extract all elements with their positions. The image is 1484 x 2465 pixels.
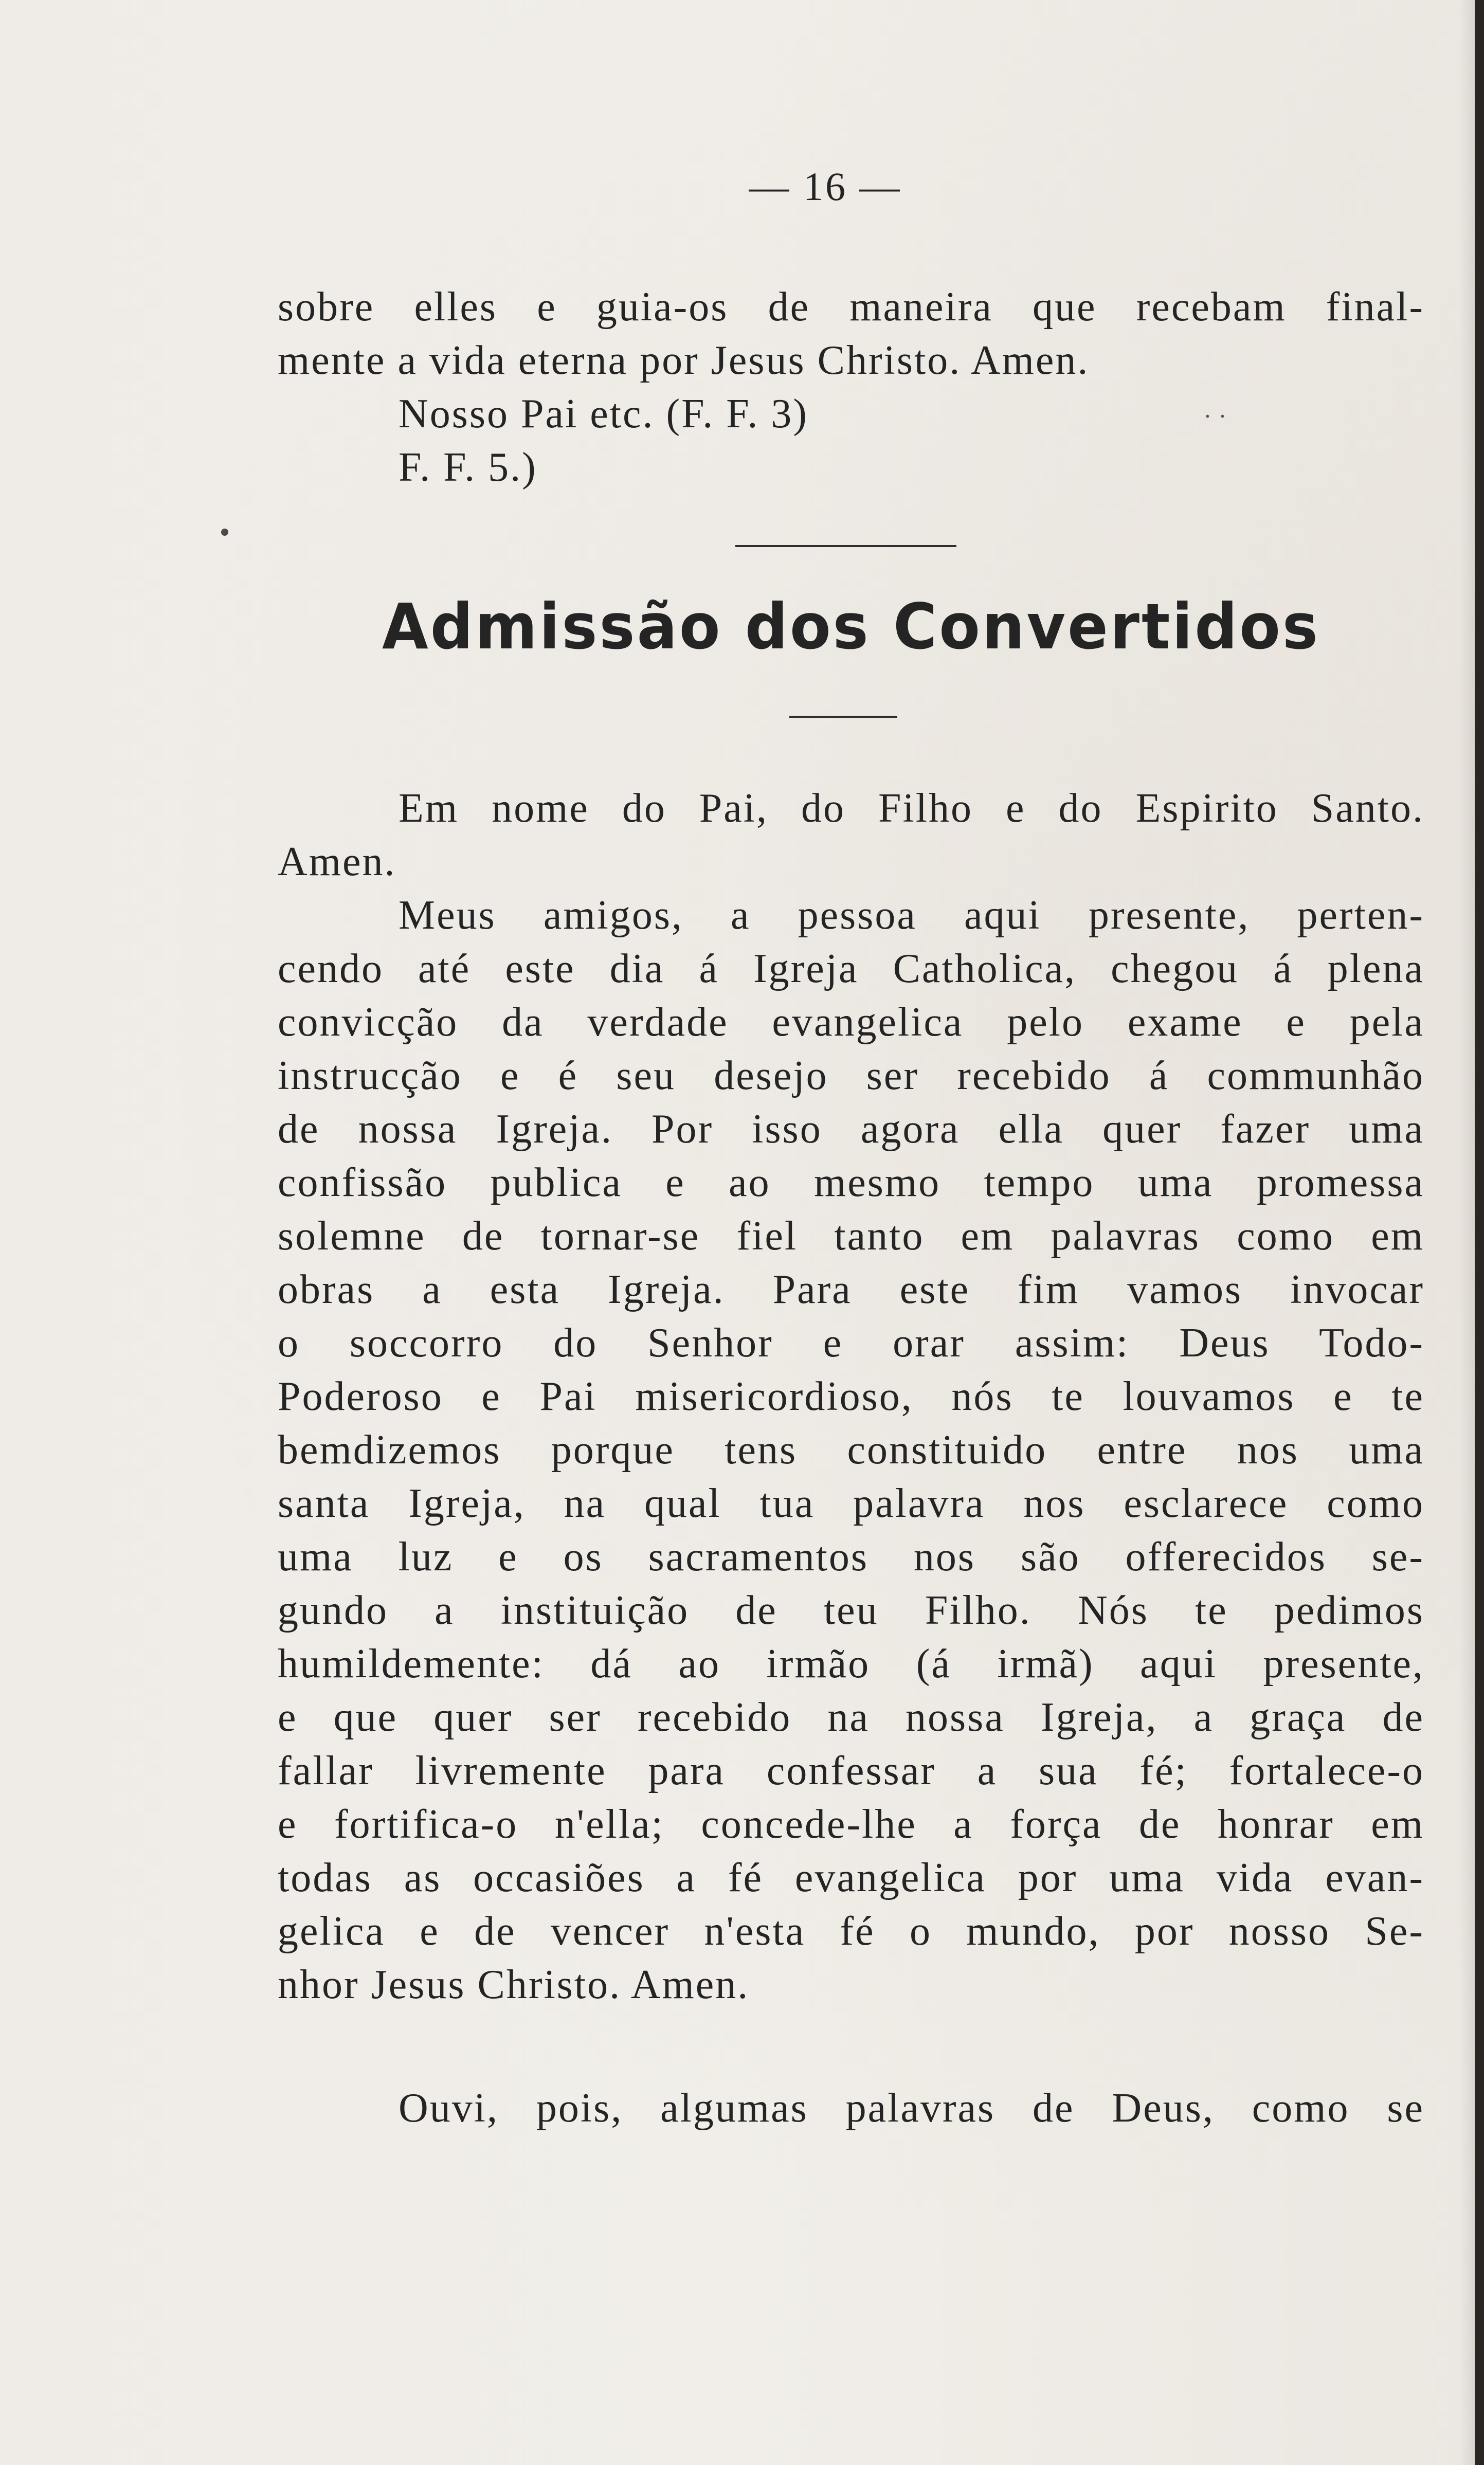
page-edge-shadow — [1459, 0, 1475, 2465]
text-line: gundo a instituição de teu Filho. Nós te pedimos — [278, 1588, 1424, 1633]
text-line: Em nome do Pai, do Filho e do Espirito Santo. — [399, 786, 1424, 831]
text-line: todas as occasiões a fé evangelica por uma vida evan- — [278, 1855, 1424, 1900]
top-paragraph — [278, 280, 1424, 387]
text-line: de nossa Igreja. Por isso agora ella quer fazer uma — [278, 1107, 1424, 1152]
text-line: mente a vida eterna por Jesus Christo. Amen. — [278, 338, 1090, 383]
reference-line: Nosso Pai etc. (F. F. 3) — [399, 391, 808, 437]
text-line: instrucção e é seu desejo ser recebido á communhão — [278, 1053, 1424, 1098]
text-line: gelica e de vencer n'esta fé o mundo, por nosso Se- — [278, 1909, 1424, 1954]
text-line: confissão publica e ao mesmo tempo uma promessa — [278, 1160, 1424, 1205]
text-line: obras a esta Igreja. Para este fim vamos invocar — [278, 1267, 1424, 1312]
text-line: nhor Jesus Christo. Amen. — [278, 1962, 750, 2007]
separator-rule — [735, 545, 956, 547]
references — [278, 387, 1424, 494]
closing-paragraph — [278, 2081, 1424, 2135]
text-line: fallar livremente para confessar a sua fé; fortalece-o — [278, 1748, 1424, 1793]
text-line: Poderoso e Pai misericordioso, nós te louvamos e te — [278, 1374, 1424, 1419]
text-line: cendo até este dia á Igreja Catholica, chegou á plena — [278, 946, 1424, 991]
reference-line: F. F. 5.) — [399, 445, 537, 490]
margin-dot — [221, 529, 228, 536]
text-line: convicção da verdade evangelica pelo exame e pela — [278, 1000, 1424, 1045]
invocation — [278, 782, 1424, 889]
text-line: solemne de tornar-se fiel tanto em palavras como em — [278, 1213, 1424, 1259]
section-heading: Admissão dos Convertidos — [382, 590, 1320, 664]
page-edge — [1475, 0, 1484, 2465]
text-line: bemdizemos porque tens constituido entre nos uma — [278, 1427, 1424, 1473]
page-number: — 16 — — [749, 164, 902, 209]
text-line: Amen. — [278, 839, 396, 884]
separator-rule — [789, 716, 897, 718]
text-line: sobre elles e guia-os de maneira que recebam final- — [278, 284, 1424, 330]
text-line: Meus amigos, a pessoa aqui presente, perten- — [399, 893, 1424, 938]
stray-mark: · · — [1203, 402, 1227, 430]
text-line: humildemente: dá ao irmão (á irmã) aqui presente, — [278, 1641, 1424, 1687]
text-line: uma luz e os sacramentos nos são offerecidos se- — [278, 1534, 1424, 1580]
text-line: Ouvi, pois, algumas palavras de Deus, como se — [399, 2086, 1424, 2131]
text-line: santa Igreja, na qual tua palavra nos esclarece como — [278, 1481, 1424, 1526]
text-line: e fortifica-o n'ella; concede-lhe a força de honrar em — [278, 1802, 1424, 1847]
main-paragraph — [278, 889, 1424, 2011]
text-line: e que quer ser recebido na nossa Igreja, a graça de — [278, 1695, 1424, 1740]
text-line: o soccorro do Senhor e orar assim: Deus Todo- — [278, 1320, 1424, 1366]
